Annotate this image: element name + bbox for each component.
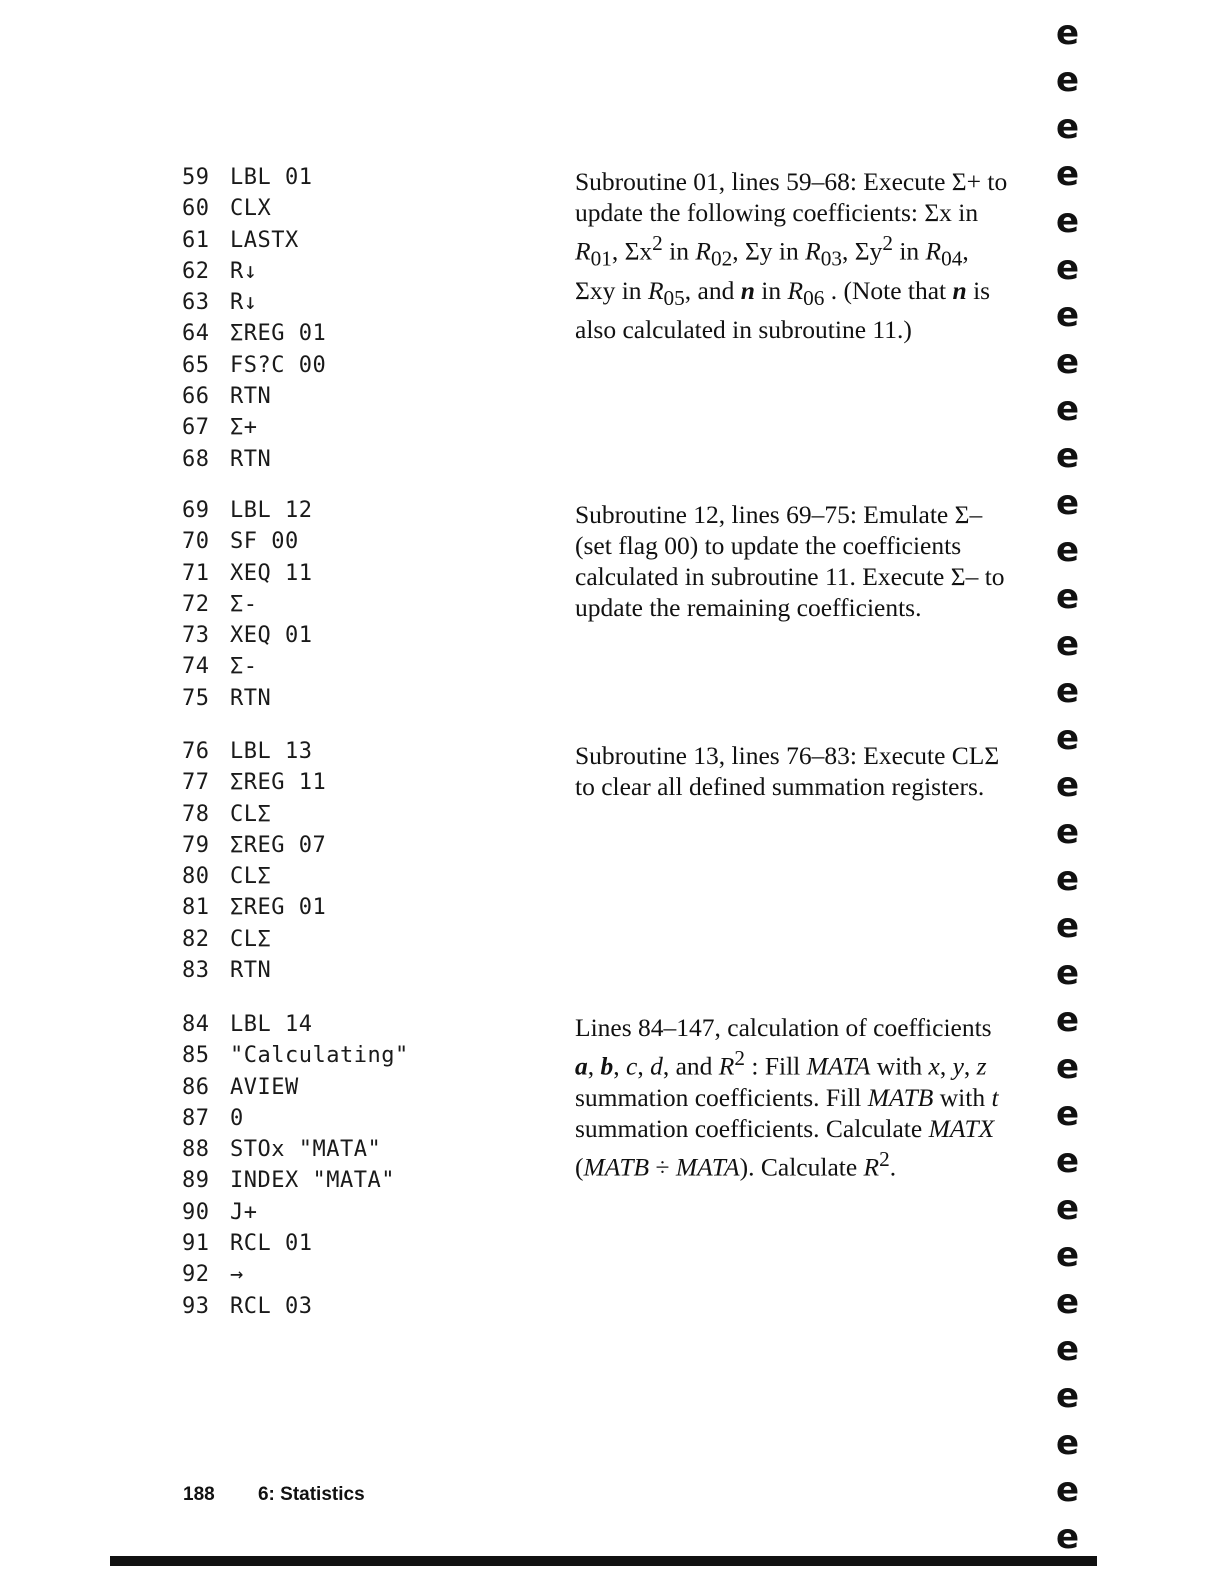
line-number: 72	[182, 591, 210, 617]
binding-ring: e	[1056, 13, 1080, 53]
line-number: 92	[182, 1262, 210, 1288]
line-number: 91	[182, 1231, 210, 1257]
line-number: 78	[182, 801, 210, 827]
binding-ring: e	[1056, 671, 1080, 711]
binding-ring: e	[1056, 765, 1080, 805]
program-step: "Calculating"	[230, 1043, 409, 1069]
line-number: 61	[182, 227, 210, 253]
code-line	[182, 589, 312, 620]
line-number: 74	[182, 654, 210, 680]
line-number: 68	[182, 446, 210, 472]
program-step: Σ+	[230, 415, 258, 441]
description-sub13-text: Subroutine 13, lines 76–83: Execute CLΣ to clear all defined summation registers.	[575, 741, 1000, 801]
code-line	[182, 225, 326, 256]
binding-ring: e	[1056, 1094, 1080, 1134]
program-step: R↓	[230, 258, 258, 284]
code-line	[182, 683, 312, 714]
binding-ring: e	[1056, 1470, 1080, 1510]
code-line	[182, 651, 312, 682]
line-number: 84	[182, 1012, 210, 1037]
line-number: 76	[182, 739, 210, 764]
binding-ring: e	[1056, 389, 1080, 429]
line-number: 67	[182, 415, 210, 441]
line-number: 93	[182, 1293, 210, 1319]
code-line	[182, 1165, 409, 1196]
binding-ring: e	[1056, 812, 1080, 852]
line-number: 73	[182, 623, 210, 649]
line-number: 89	[182, 1168, 210, 1194]
program-step: ΣREG 01	[230, 321, 327, 347]
code-line	[182, 412, 326, 443]
description-sub01-text: Subroutine 01, lines 59–68: Execute Σ+ to update the following coefficients: Σx in $R_{01}$, $\Sigma x^2$ in $R_{02}$, Σy in $R_{03}$, $\Sigma y^2$ in $R_{04}$, Σxy in $R_{05}$, and n in $R_{06}$ . (Note that n is also calculated in subroutine 11.)	[575, 167, 1008, 344]
binding-ring: e	[1056, 1235, 1080, 1275]
binding-ring: e	[1056, 248, 1080, 288]
binding-ring: e	[1056, 1188, 1080, 1228]
line-number: 79	[182, 832, 210, 858]
line-number: 77	[182, 770, 210, 796]
program-step: CLX	[230, 196, 272, 222]
program-step: J+	[230, 1199, 258, 1225]
binding-ring: e	[1056, 295, 1080, 335]
code-line	[182, 861, 326, 892]
program-step: ΣREG 01	[230, 895, 327, 921]
program-step: CLΣ	[230, 864, 272, 890]
binding-ring: e	[1056, 1517, 1080, 1557]
program-step: XEQ 11	[230, 560, 313, 586]
line-number: 90	[182, 1199, 210, 1225]
code-line	[182, 830, 326, 861]
program-step: LBL 14	[230, 1012, 313, 1037]
binding-ring: e	[1056, 436, 1080, 476]
line-number: 87	[182, 1105, 210, 1131]
line-number: 63	[182, 290, 210, 316]
line-number: 62	[182, 258, 210, 284]
code-line	[182, 799, 326, 830]
program-step: ΣREG 07	[230, 832, 327, 858]
line-number: 88	[182, 1137, 210, 1163]
binding-ring: e	[1056, 624, 1080, 664]
line-number: 83	[182, 958, 210, 984]
program-step: LBL 12	[230, 498, 313, 523]
line-number: 60	[182, 196, 210, 222]
code-line	[182, 1197, 409, 1228]
binding-ring: e	[1056, 906, 1080, 946]
page-number: 188	[183, 1484, 215, 1505]
code-line	[182, 620, 312, 651]
binding-ring: e	[1056, 1047, 1080, 1087]
code-line	[182, 1291, 409, 1322]
code-line	[182, 767, 326, 798]
binding-ring: e	[1056, 483, 1080, 523]
binding-ring: e	[1056, 1376, 1080, 1416]
code-line	[182, 1103, 409, 1134]
line-number: 82	[182, 926, 210, 952]
program-step: Σ-	[230, 591, 258, 617]
program-step: INDEX "MATA"	[230, 1168, 395, 1194]
code-line	[182, 736, 326, 767]
program-step: STOx "MATA"	[230, 1137, 382, 1163]
line-number: 81	[182, 895, 210, 921]
binding-ring: e	[1056, 1141, 1080, 1181]
binding-ring: e	[1056, 859, 1080, 899]
program-step: SF 00	[230, 529, 299, 555]
binding-ring: e	[1056, 530, 1080, 570]
description-sub12-text: Subroutine 12, lines 69–75: Emulate Σ– (set flag 00) to update the coefficients calculated in subroutine 11. Execute Σ– to update the remaining coefficients.	[575, 500, 1005, 622]
code-line	[182, 955, 326, 986]
code-line	[182, 318, 326, 349]
binding-ring: e	[1056, 201, 1080, 241]
program-step: RTN	[230, 958, 272, 984]
code-line	[182, 193, 326, 224]
description-sub13	[575, 740, 1010, 802]
description-sub12	[575, 499, 1010, 623]
line-number: 69	[182, 498, 210, 523]
line-number: 59	[182, 165, 210, 190]
spiral-binding	[1056, 13, 1106, 1558]
binding-ring: e	[1056, 107, 1080, 147]
code-line	[182, 1040, 409, 1071]
code-line	[182, 1228, 409, 1259]
binding-ring: e	[1056, 577, 1080, 617]
program-step: LBL 01	[230, 165, 313, 190]
program-step: XEQ 01	[230, 623, 313, 649]
binding-ring: e	[1056, 60, 1080, 100]
line-number: 64	[182, 321, 210, 347]
code-line	[182, 1072, 409, 1103]
line-number: 80	[182, 864, 210, 890]
code-block-sub14	[182, 1009, 409, 1322]
line-number: 70	[182, 529, 210, 555]
program-step: RCL 01	[230, 1231, 313, 1257]
code-line	[182, 287, 326, 318]
program-step: LASTX	[230, 227, 299, 253]
program-step: RTN	[230, 446, 272, 472]
line-number: 66	[182, 384, 210, 410]
binding-ring: e	[1056, 1282, 1080, 1322]
code-line	[182, 162, 326, 193]
binding-ring: e	[1056, 1000, 1080, 1040]
program-step: RTN	[230, 384, 272, 410]
bottom-scan-edge	[110, 1556, 1097, 1566]
program-step: FS?C 00	[230, 352, 327, 378]
line-number: 75	[182, 685, 210, 711]
description-sub14-text: Lines 84–147, calculation of coefficients a, b, c, d, and $R^2$ : Fill MATA with x, y, z summation coefficients. Fill MATB with t summation coefficients. Calculate MATX (MATB ÷ MATA). Calculate $R^2$.	[575, 1013, 999, 1181]
program-step: RCL 03	[230, 1293, 313, 1319]
line-number: 85	[182, 1043, 210, 1069]
binding-ring: e	[1056, 1329, 1080, 1369]
program-step: CLΣ	[230, 926, 272, 952]
code-line	[182, 256, 326, 287]
chapter-title: 6: Statistics	[257, 1484, 365, 1505]
program-step: LBL 13	[230, 739, 313, 764]
code-line	[182, 350, 326, 381]
code-line	[182, 558, 312, 589]
code-line	[182, 1009, 409, 1040]
program-step: CLΣ	[230, 801, 272, 827]
binding-ring: e	[1056, 342, 1080, 382]
line-number: 65	[182, 352, 210, 378]
program-step: RTN	[230, 685, 272, 711]
program-step: ΣREG 11	[230, 770, 327, 796]
code-block-sub13	[182, 736, 326, 986]
code-line	[182, 495, 312, 526]
line-number: 86	[182, 1074, 210, 1100]
code-line	[182, 444, 326, 475]
binding-ring: e	[1056, 154, 1080, 194]
code-line	[182, 924, 326, 955]
code-line	[182, 381, 326, 412]
code-line	[182, 1259, 409, 1290]
binding-ring: e	[1056, 1423, 1080, 1463]
binding-ring: e	[1056, 953, 1080, 993]
program-step: AVIEW	[230, 1074, 299, 1100]
code-line	[182, 892, 326, 923]
program-step: 0	[230, 1105, 244, 1131]
line-number: 71	[182, 560, 210, 586]
description-sub01	[575, 166, 1010, 345]
page-footer	[183, 1484, 365, 1506]
code-block-sub01	[182, 162, 326, 475]
binding-ring: e	[1056, 718, 1080, 758]
program-step: Σ-	[230, 654, 258, 680]
code-line	[182, 1134, 409, 1165]
code-line	[182, 526, 312, 557]
code-block-sub12	[182, 495, 312, 714]
program-step: R↓	[230, 290, 258, 316]
program-step: →	[230, 1262, 244, 1288]
description-sub14	[575, 1012, 1010, 1182]
